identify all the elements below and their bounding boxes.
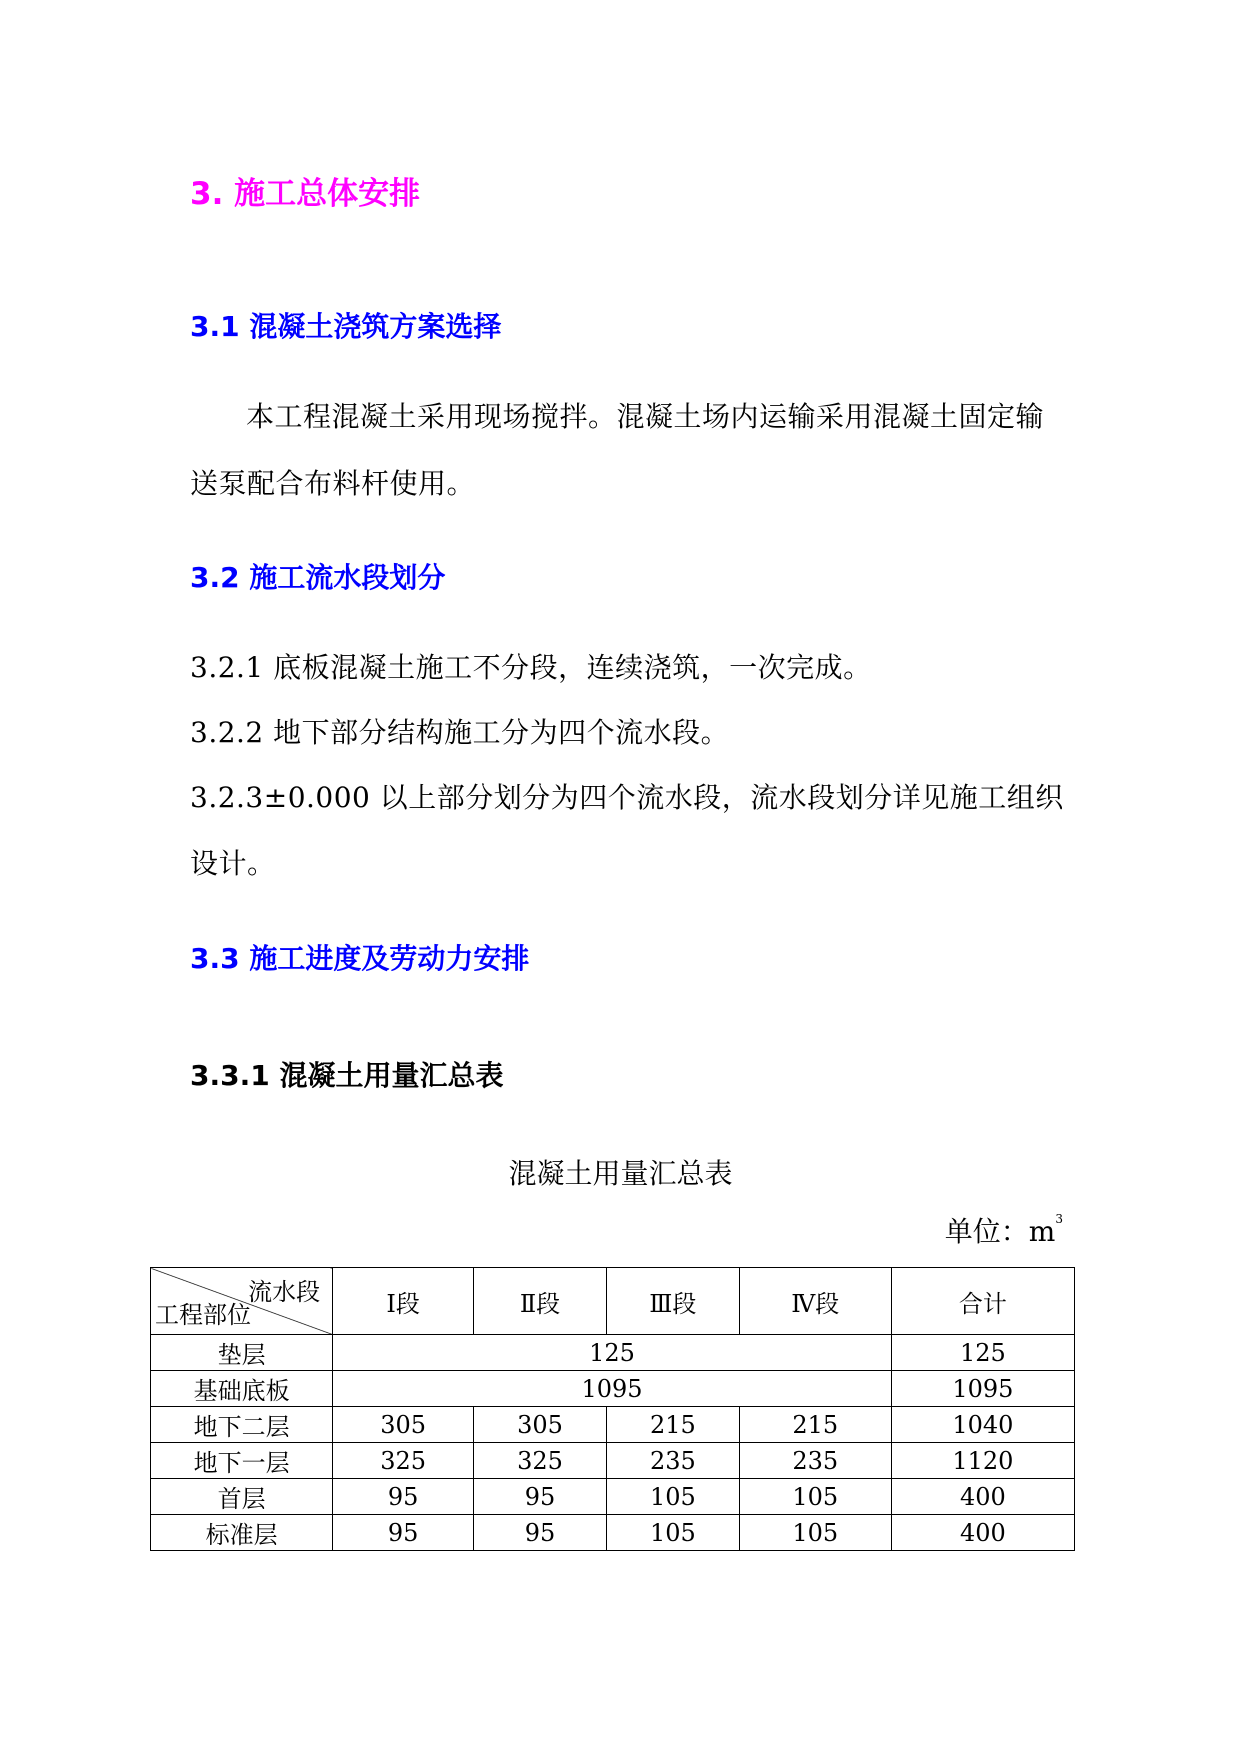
row-label: 垫层	[151, 1335, 333, 1371]
table-row	[151, 1371, 1075, 1407]
row-label: 首层	[151, 1479, 333, 1515]
table-cell: 95	[333, 1479, 474, 1515]
table-row	[151, 1407, 1075, 1443]
table-cell: 235	[606, 1443, 739, 1479]
column-header: Ⅲ段	[606, 1268, 739, 1335]
table-row	[151, 1515, 1075, 1551]
section-3-2-item-2: 3.2.2 地下部分结构施工分为四个流水段。	[190, 716, 730, 749]
unit-text: 单位：m	[944, 1215, 1056, 1248]
diag-header-bottom: 工程部位	[155, 1301, 251, 1329]
row-label: 地下二层	[151, 1407, 333, 1443]
column-header: Ⅱ段	[474, 1268, 607, 1335]
section-3-3-1-heading: 3.3.1 混凝土用量汇总表	[190, 1059, 504, 1092]
section-3-1-line-1: 本工程混凝土采用现场搅拌。混凝土场内运输采用混凝土固定输	[246, 400, 1045, 433]
section-3-3-heading: 3.3 施工进度及劳动力安排	[190, 942, 530, 975]
column-header: Ⅳ段	[739, 1268, 891, 1335]
total-cell: 1095	[891, 1371, 1074, 1407]
diag-header-top: 流水段	[248, 1278, 321, 1306]
table-cell: 95	[474, 1479, 607, 1515]
section-3-2-item-3-line-1: 3.2.3±0.000 以上部分划分为四个流水段，流水段划分详见施工组织	[190, 781, 1064, 814]
diagonal-header-cell	[151, 1268, 333, 1335]
table-caption: 混凝土用量汇总表	[508, 1157, 733, 1190]
total-cell: 400	[891, 1515, 1074, 1551]
section-3-2-item-3-line-2: 设计。	[190, 847, 276, 880]
table-row	[151, 1479, 1075, 1515]
section-3-1-heading: 3.1 混凝土浇筑方案选择	[190, 310, 502, 343]
table-cell: 305	[333, 1407, 474, 1443]
unit-superscript: 3	[1055, 1212, 1063, 1226]
section-3-1-line-2: 送泵配合布料杆使用。	[190, 467, 476, 500]
table-cell: 105	[606, 1479, 739, 1515]
main-heading: 3. 施工总体安排	[190, 176, 421, 212]
table-cell: 215	[606, 1407, 739, 1443]
concrete-volume-table	[150, 1267, 1075, 1551]
merged-cell: 125	[333, 1335, 892, 1371]
total-cell: 1120	[891, 1443, 1074, 1479]
table-cell: 95	[333, 1515, 474, 1551]
total-cell: 1040	[891, 1407, 1074, 1443]
table-cell: 235	[739, 1443, 891, 1479]
row-label: 地下一层	[151, 1443, 333, 1479]
unit-label	[945, 1210, 1063, 1250]
total-cell: 400	[891, 1479, 1074, 1515]
table-cell: 105	[606, 1515, 739, 1551]
table-cell: 325	[333, 1443, 474, 1479]
table-cell: 215	[739, 1407, 891, 1443]
column-header: 合计	[891, 1268, 1074, 1335]
column-header: Ⅰ段	[333, 1268, 474, 1335]
table-cell: 95	[474, 1515, 607, 1551]
merged-cell: 1095	[333, 1371, 892, 1407]
table-row	[151, 1443, 1075, 1479]
section-3-2-heading: 3.2 施工流水段划分	[190, 561, 446, 594]
table-cell: 305	[474, 1407, 607, 1443]
table-row	[151, 1335, 1075, 1371]
total-cell: 125	[891, 1335, 1074, 1371]
row-label: 标准层	[151, 1515, 333, 1551]
table-cell: 325	[474, 1443, 607, 1479]
row-label: 基础底板	[151, 1371, 333, 1407]
table-header-row	[151, 1268, 1075, 1335]
table-cell: 105	[739, 1515, 891, 1551]
table-cell: 105	[739, 1479, 891, 1515]
section-3-2-item-1: 3.2.1 底板混凝土施工不分段，连续浇筑，一次完成。	[190, 651, 872, 684]
